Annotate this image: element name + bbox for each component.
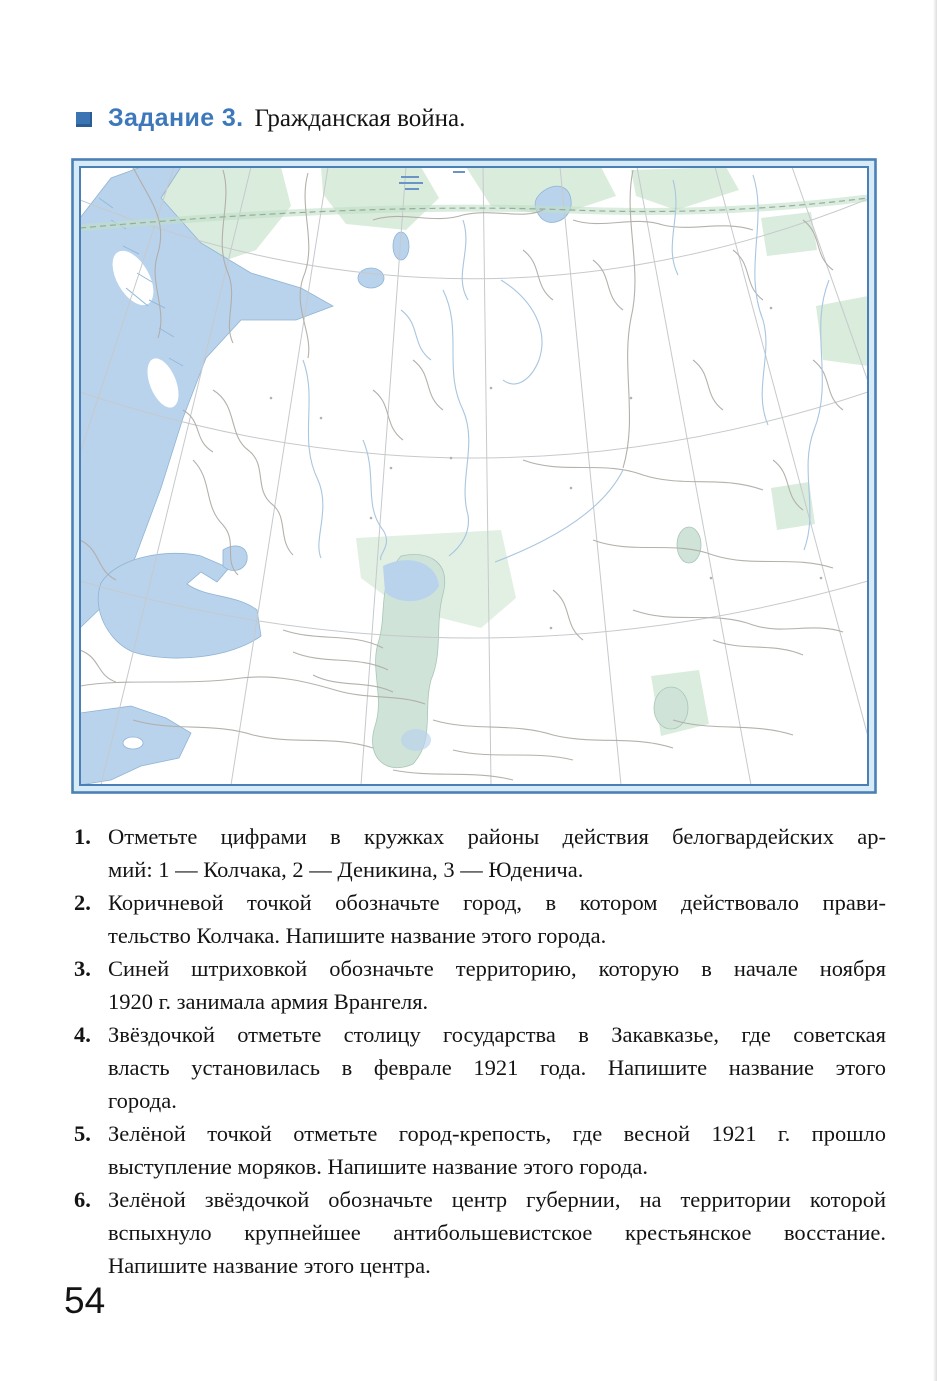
task-text-line: тельство Колчака. Напишите название этого города.: [108, 923, 607, 948]
task-item-number: 2.: [74, 890, 91, 915]
task-header-number: Задание 3.: [108, 104, 244, 132]
task-text-line: Звёздочкой отметьте столицу государства в Закавказье, где советская: [108, 1022, 886, 1047]
task-header: [76, 104, 465, 133]
task-text-line: мий: 1 — Колчака, 2 — Деникина, 3 — Юденича.: [108, 857, 584, 882]
task-list: [74, 820, 886, 1282]
task-header-title: Гражданская война.: [254, 105, 466, 132]
task-text-line: вспыхнуло крупнейшее антибольшевистское крестьянское восстание.: [108, 1220, 886, 1245]
task-item-text: [108, 820, 886, 886]
task-text-line: Зелёной звёздочкой обозначьте центр губернии, на территории которой: [108, 1187, 886, 1212]
task-text-line: города.: [108, 1088, 177, 1113]
task-text-line: Отметьте цифрами в кружках районы действия белогвардейских ар-: [108, 824, 886, 849]
task-item-text: [108, 952, 886, 1018]
task-item-text: [108, 1117, 886, 1183]
task-text-line: выступление моряков. Напишите название этого города.: [108, 1154, 649, 1179]
task-text-line: власть установилась в феврале 1921 года. Напишите название этого: [108, 1055, 886, 1080]
task-item-number: 3.: [74, 956, 91, 981]
page-edge-shadow: [933, 0, 937, 1381]
task-text-line: 1920 г. занимала армия Врангеля.: [108, 989, 429, 1014]
task-item-text: [108, 1183, 886, 1282]
task-item-4: [74, 1018, 886, 1117]
page-number: 54: [64, 1280, 106, 1321]
task-item-3: [74, 952, 886, 1018]
square-bullet-icon: [76, 112, 92, 127]
task-item-number: 6.: [74, 1187, 91, 1212]
task-text-line: Синей штриховкой обозначьте территорию, которую в начале ноября: [108, 956, 886, 981]
task-item-1: [74, 820, 886, 886]
task-item-number: 1.: [74, 824, 91, 849]
task-text-line: Коричневой точкой обозначьте город, в котором действовало прави-: [108, 890, 886, 915]
task-item-number: 4.: [74, 1022, 91, 1047]
task-item-2: [74, 886, 886, 952]
civil-war-contour-map: [71, 158, 877, 794]
task-item-number: 5.: [74, 1121, 91, 1146]
task-item-text: [108, 886, 886, 952]
task-item-5: [74, 1117, 886, 1183]
task-text-line: Зелёной точкой отметьте город-крепость, где весной 1921 г. прошло: [108, 1121, 886, 1146]
task-text-line: Напишите название этого центра.: [108, 1253, 431, 1278]
task-item-text: [108, 1018, 886, 1117]
task-item-6: [74, 1183, 886, 1282]
